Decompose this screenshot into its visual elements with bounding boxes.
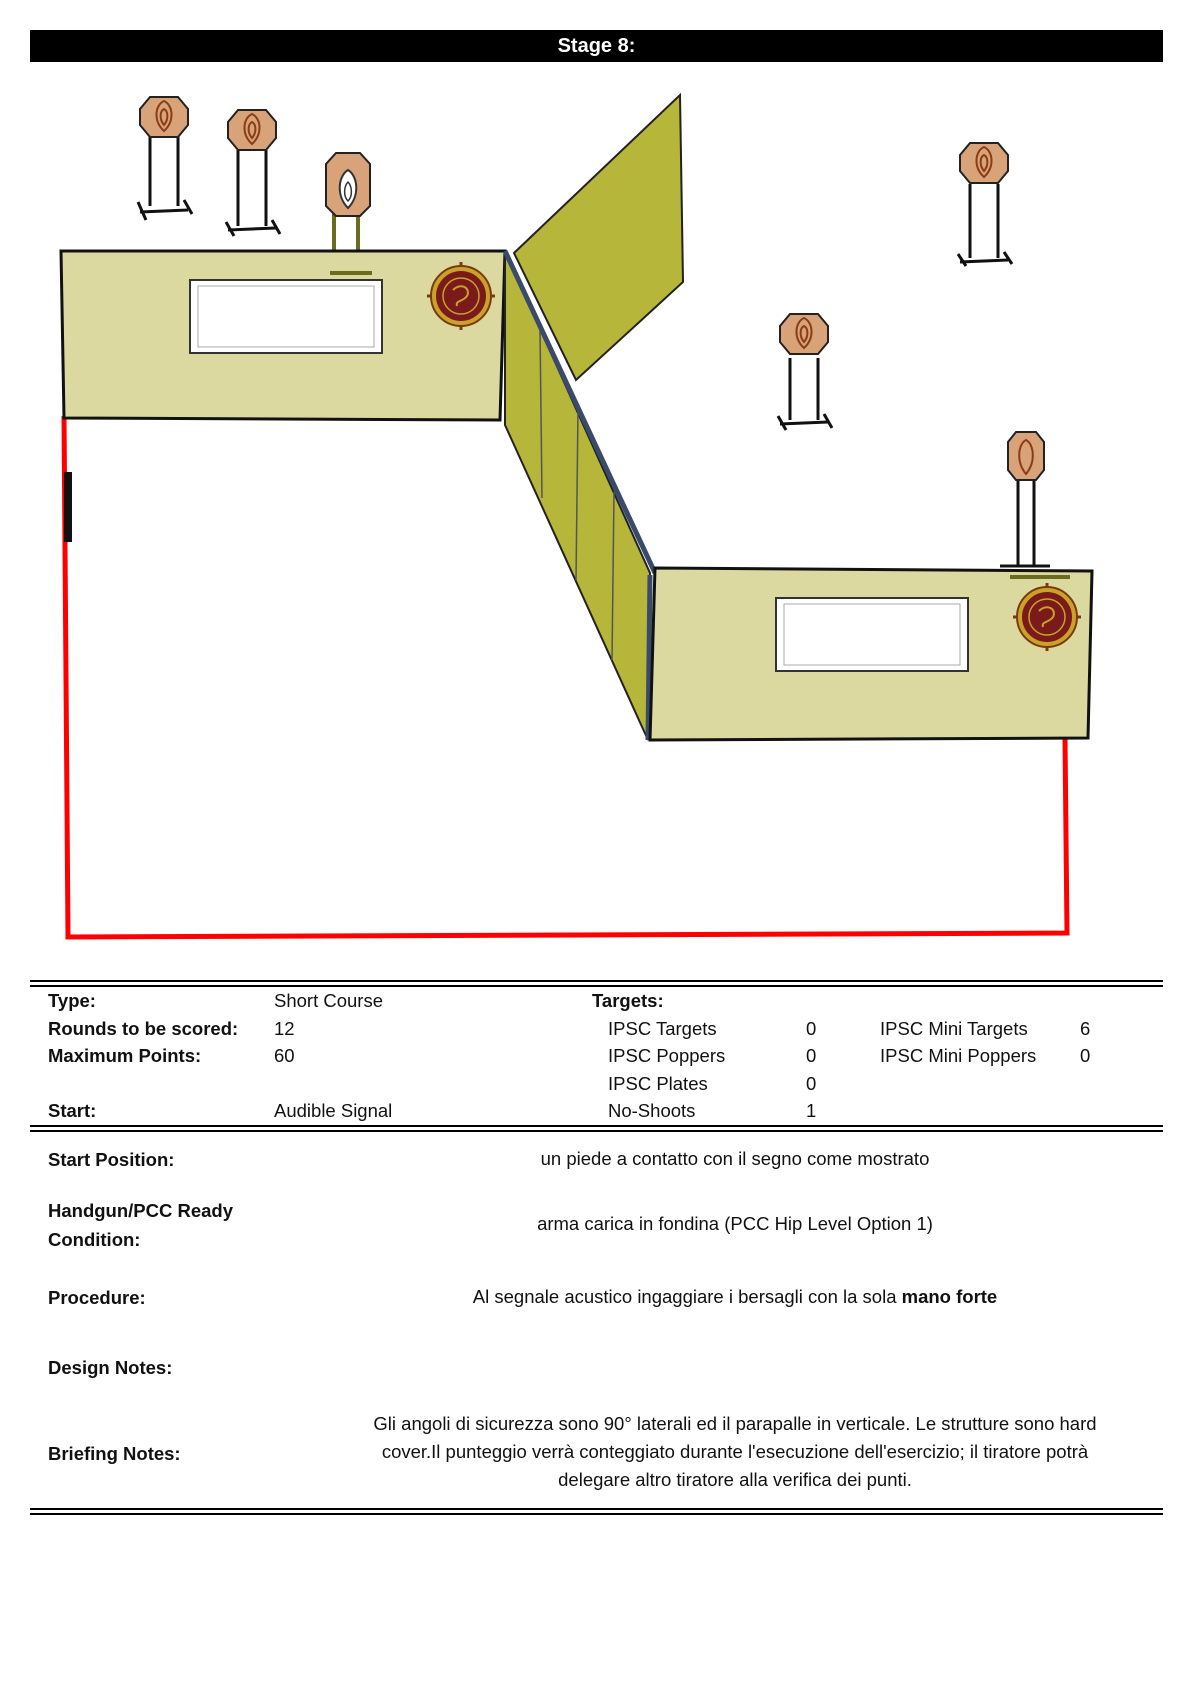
- ready-condition-value: arma carica in fondina (PCC Hip Level Option 1): [537, 1213, 933, 1234]
- procedure-label: Procedure:: [48, 1287, 146, 1308]
- rounds-value: 12: [274, 1017, 295, 1039]
- target-count: 1: [806, 1100, 817, 1121]
- start-value: Audible Signal: [274, 1100, 393, 1121]
- type-label: Type:: [48, 990, 96, 1011]
- procedure-section: [30, 1283, 1163, 1319]
- stage-title: Stage 8:: [30, 30, 1163, 62]
- start-mark: [64, 472, 72, 542]
- ipsc-mini-target-icon: [1000, 432, 1050, 566]
- points-label: Maximum Points:: [48, 1045, 202, 1066]
- ipsc-mini-target-icon: [958, 143, 1012, 266]
- briefing-notes-section: [30, 1410, 1163, 1498]
- briefing-notes-line: delegare altro tiratore alla verifica dei punti.: [558, 1469, 912, 1490]
- target-count: 0: [1080, 1045, 1091, 1066]
- target-name: IPSC Plates: [608, 1072, 708, 1094]
- bottom-divider: [30, 1508, 1163, 1515]
- stage-info-table: [30, 980, 1163, 1132]
- start-position-section: [30, 1145, 1163, 1185]
- targets-label: Targets:: [592, 990, 664, 1011]
- start-position-value: un piede a contatto con il segno come mostrato: [540, 1148, 930, 1169]
- target-name: IPSC Mini Poppers: [880, 1045, 1037, 1066]
- design-notes-label: Design Notes:: [48, 1357, 173, 1378]
- points-value: 60: [274, 1045, 295, 1066]
- target-count: 0: [806, 1017, 817, 1039]
- ready-condition-label: Condition:: [48, 1229, 141, 1250]
- ready-condition-section: [30, 1196, 1163, 1258]
- procedure-text: Al segnale acustico ingaggiare i bersagli con la sola: [472, 1286, 902, 1307]
- type-value: Short Course: [274, 990, 383, 1011]
- briefing-notes-line: Gli angoli di sicurezza sono 90° laterali ed il parapalle in verticale. Le strutture sono hard: [373, 1413, 1097, 1434]
- briefing-notes-label: Briefing Notes:: [48, 1443, 181, 1464]
- ipsc-mini-target-icon: [778, 314, 832, 430]
- target-name: IPSC Mini Targets: [880, 1017, 1028, 1039]
- ipsc-mini-target-icon: [138, 97, 192, 220]
- design-notes-section: [30, 1353, 1163, 1389]
- target-count: 6: [1080, 1017, 1091, 1039]
- target-name: No-Shoots: [608, 1100, 696, 1121]
- procedure-emphasis: mano forte: [901, 1286, 998, 1307]
- start-position-label: Start Position:: [48, 1149, 175, 1170]
- divider: [30, 980, 1163, 987]
- target-name: IPSC Poppers: [608, 1045, 726, 1066]
- target-name: IPSC Targets: [608, 1017, 717, 1039]
- start-label: Start:: [48, 1100, 97, 1121]
- procedure-value: [320, 1283, 1150, 1311]
- rounds-label: Rounds to be scored:: [48, 1017, 239, 1039]
- ready-condition-label: Handgun/PCC Ready: [48, 1200, 234, 1221]
- divider: [30, 1125, 1163, 1132]
- target-count: 0: [806, 1072, 817, 1094]
- briefing-notes-line: cover.Il punteggio verrà conteggiato durante l'esecuzione dell'esercizio; il tiratore potrà: [381, 1441, 1089, 1462]
- target-count: 0: [806, 1045, 817, 1066]
- ipsc-mini-target-icon: [226, 110, 280, 236]
